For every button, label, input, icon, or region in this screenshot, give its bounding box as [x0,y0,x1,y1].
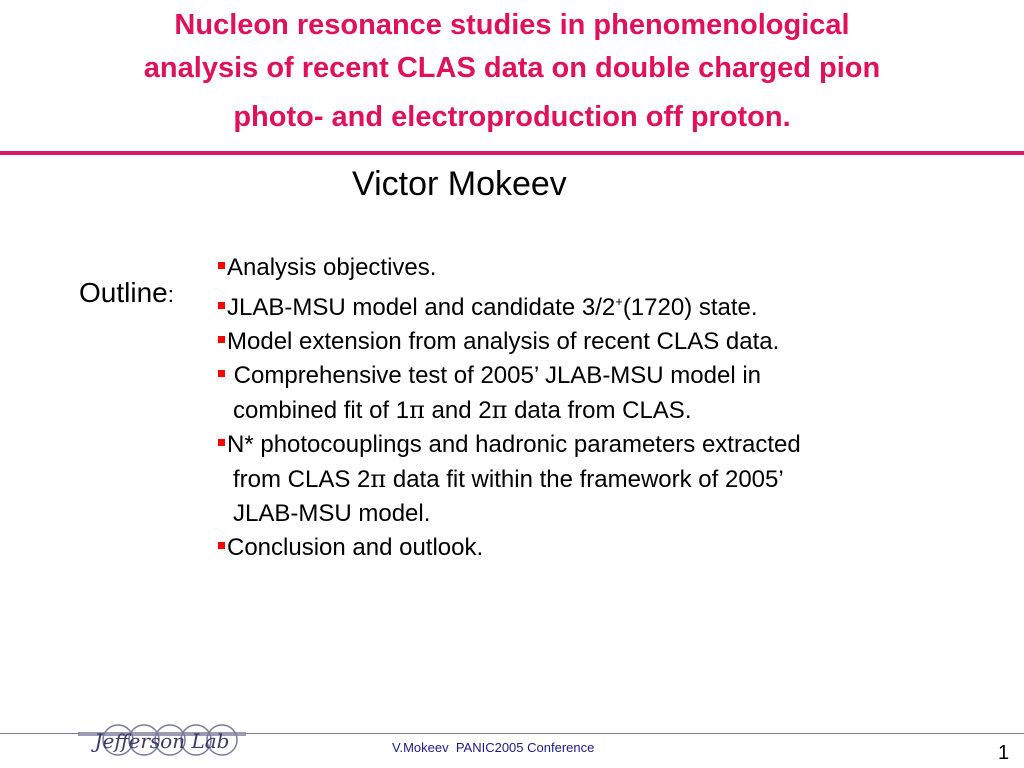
title-divider [0,151,1024,155]
outline-item-continuation [218,462,978,497]
pi-symbol: π [409,396,425,424]
outline-item-continuation: JLAB-MSU model. [233,500,431,527]
bullet-icon [218,439,225,446]
outline-item-text: Conclusion and outlook. [227,534,484,561]
jefferson-lab-logo [76,715,248,765]
outline-item-continuation [218,393,978,428]
outline-item-text: N* photocouplings and hadronic parameters extracted [227,431,801,458]
outline-item-3 [218,325,978,359]
outline-item-6 [218,531,978,565]
author-name: Victor Mokeev [352,165,567,203]
text-segment: data fit within the framework of 2005’ [386,466,784,493]
bullet-icon [218,336,225,343]
outline-list [218,251,978,565]
outline-item-text: Analysis objectives. [227,254,437,281]
text-segment: from CLAS 2 [233,466,371,493]
outline-item-4 [218,359,978,428]
outline-item-text: (1720) state. [622,294,758,321]
outline-label [79,275,174,313]
page-number: 1 [998,742,1010,764]
superscript: + [615,294,623,309]
bullet-icon [218,262,225,269]
outline-item-text: Comprehensive test of 2005’ JLAB-MSU model in [227,362,762,389]
title-line-1: Nucleon resonance studies in phenomenological [174,9,850,41]
outline-colon: : [167,282,174,307]
outline-item-text: JLAB-MSU model and candidate 3/2 [227,294,616,321]
bullet-icon [218,542,225,549]
text-segment: data from CLAS. [507,397,692,424]
text-segment: combined fit of 1 [233,397,410,424]
bullet-icon [218,370,225,377]
outline-item-text: Model extension from analysis of recent CLAS data. [227,328,780,355]
outline-item-5 [218,428,978,531]
footer-rule-left [0,733,80,734]
svg-text:Jefferson Lab: Jefferson Lab [94,729,230,753]
pi-symbol: π [491,396,508,424]
footer-rule-right [245,733,1024,734]
title-line-3: photo- and electroproduction off proton. [233,101,791,133]
bullet-icon [218,302,225,309]
pi-symbol: π [370,465,387,493]
text-segment: and 2 [424,397,492,424]
footer-conference: V.Mokeev PANIC2005 Conference [392,740,595,755]
outline-item-2 [218,285,978,325]
outline-label-text: Outline [79,277,168,308]
title-line-2: analysis of recent CLAS data on double charged pion [143,52,881,84]
outline-item-1 [218,251,978,285]
slide-title [0,4,1024,139]
